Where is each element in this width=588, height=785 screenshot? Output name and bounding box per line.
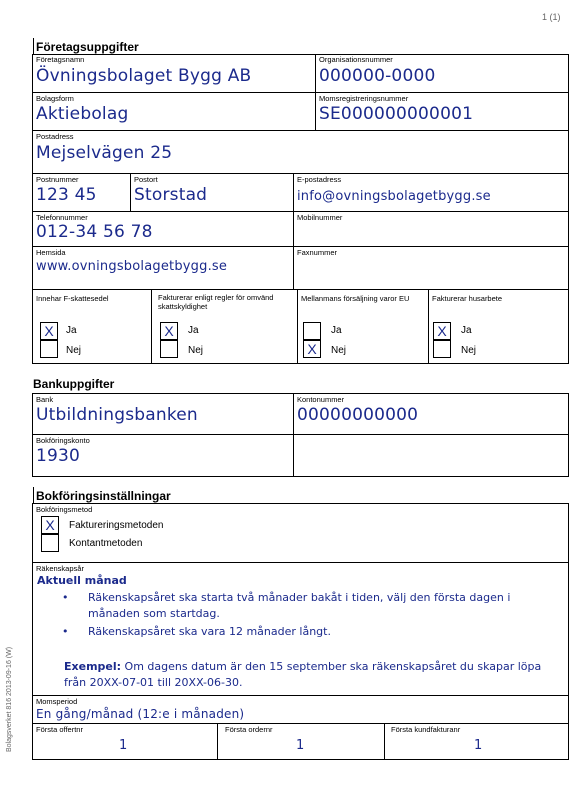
fiscal-year-instruction: Räkenskapsåret ska starta två månader bakåt i tiden, välj den första dagen i månaden som startdag. — [88, 591, 511, 620]
fskatt-no-label: Nej — [66, 345, 82, 356]
vat-number-label: Momsregistreringsnummer — [319, 94, 409, 103]
first-invoice-field[interactable]: 1 — [474, 738, 483, 753]
cash-method-label: Kontantmetoden — [69, 538, 143, 549]
eu-intermediary-no-label: Nej — [331, 345, 347, 356]
tax-flag-label-house-work: Fakturerar husarbete — [432, 294, 503, 303]
website-label: Hemsida — [36, 248, 66, 257]
first-offer-field[interactable]: 1 — [119, 738, 128, 753]
company-name-label: Företagsnamn — [36, 55, 85, 64]
form-reference: Bolagsverket 816 2013-09-16 (W) — [6, 646, 13, 752]
fiscal-year-example — [64, 659, 554, 691]
first-order-field[interactable]: 1 — [296, 738, 305, 753]
company-section-title: Företagsuppgifter — [36, 40, 139, 54]
reverse-charge-yes-checkbox[interactable]: X — [160, 322, 178, 340]
accounting-method-label: Bokföringsmetod — [36, 505, 93, 514]
invoice-method-label: Faktureringsmetoden — [69, 520, 164, 531]
phone-label: Telefonnummer — [36, 213, 88, 222]
orgnr-field[interactable]: 000000-0000 — [319, 66, 436, 86]
website-field[interactable]: www.ovningsbolagetbygg.se — [36, 259, 228, 274]
tax-flag-label-reverse-charge: Fakturerar enligt regler för omvänd skattskyldighet — [158, 293, 274, 311]
orgnr-label: Organisationsnummer — [319, 55, 393, 64]
reverse-charge-no-checkbox[interactable] — [160, 340, 178, 358]
reverse-charge-yes-label: Ja — [188, 325, 199, 336]
account-number-field[interactable]: 00000000000 — [297, 405, 419, 425]
vat-period-label: Momsperiod — [36, 697, 78, 706]
house-work-no-label: Nej — [461, 345, 477, 356]
first-order-label: Första ordernr — [225, 725, 273, 734]
first-offer-label: Första offertnr — [36, 725, 83, 734]
vat-number-field[interactable]: SE000000000001 — [319, 104, 474, 124]
example-label: Exempel: — [64, 660, 122, 673]
fax-label: Faxnummer — [297, 248, 338, 257]
phone-field[interactable]: 012-34 56 78 — [36, 222, 153, 242]
eu-intermediary-yes-checkbox[interactable] — [303, 322, 321, 340]
account-number-label: Kontonummer — [297, 395, 345, 404]
city-field[interactable]: Storstad — [134, 185, 208, 205]
bank-name-field[interactable]: Utbildningsbanken — [36, 405, 198, 425]
tax-flag-label-eu-intermediary: Mellanmans försäljning varor EU — [301, 294, 410, 303]
page-number: 1 (1) — [542, 12, 561, 22]
zip-label: Postnummer — [36, 175, 79, 184]
address-field[interactable]: Mejselvägen 25 — [36, 143, 173, 163]
eu-intermediary-yes-label: Ja — [331, 325, 342, 336]
fskatt-no-checkbox[interactable] — [40, 340, 58, 358]
company-form-field[interactable]: Aktiebolag — [36, 104, 129, 124]
bullet-dot: • — [62, 625, 69, 638]
company-box — [32, 54, 569, 364]
eu-intermediary-no-checkbox[interactable]: X — [303, 340, 321, 358]
settings-section-title: Bokföringsinställningar — [36, 489, 171, 503]
fiscal-year-heading: Aktuell månad — [37, 574, 127, 587]
tax-flag-label-fskatt: Innehar F-skattesedel — [36, 294, 109, 303]
fskatt-yes-label: Ja — [66, 325, 77, 336]
company-name-field[interactable]: Övningsbolaget Bygg AB — [36, 66, 252, 86]
fiscal-year-label: Räkenskapsår — [36, 564, 84, 573]
address-label: Postadress — [36, 132, 74, 141]
fskatt-yes-checkbox[interactable]: X — [40, 322, 58, 340]
bank-name-label: Bank — [36, 395, 54, 404]
mobile-label: Mobilnummer — [297, 213, 343, 222]
booking-account-field[interactable]: 1930 — [36, 446, 81, 466]
invoice-method-checkbox[interactable]: X — [41, 516, 59, 534]
house-work-yes-checkbox[interactable]: X — [433, 322, 451, 340]
company-form-label: Bolagsform — [36, 94, 74, 103]
house-work-no-checkbox[interactable] — [433, 340, 451, 358]
bullet-dot: • — [62, 591, 69, 604]
reverse-charge-no-label: Nej — [188, 345, 204, 356]
booking-account-label: Bokföringskonto — [36, 436, 90, 445]
cash-method-checkbox[interactable] — [41, 534, 59, 552]
email-label: E-postadress — [297, 175, 342, 184]
bank-section-title: Bankuppgifter — [33, 377, 115, 391]
first-invoice-label: Första kundfakturanr — [391, 725, 461, 734]
house-work-yes-label: Ja — [461, 325, 472, 336]
email-field[interactable]: info@ovningsbolagetbygg.se — [297, 189, 491, 204]
city-label: Postort — [134, 175, 158, 184]
vat-period-field[interactable]: En gång/månad (12:e i månaden) — [36, 707, 245, 721]
zip-field[interactable]: 123 45 — [36, 185, 97, 205]
fiscal-year-instruction: Räkenskapsåret ska vara 12 månader långt. — [88, 625, 331, 638]
example-text: Om dagens datum är den 15 september ska räkenskapsåret du skapar löpa från 20XX-07-01 till 20XX-06-30. — [64, 660, 542, 689]
